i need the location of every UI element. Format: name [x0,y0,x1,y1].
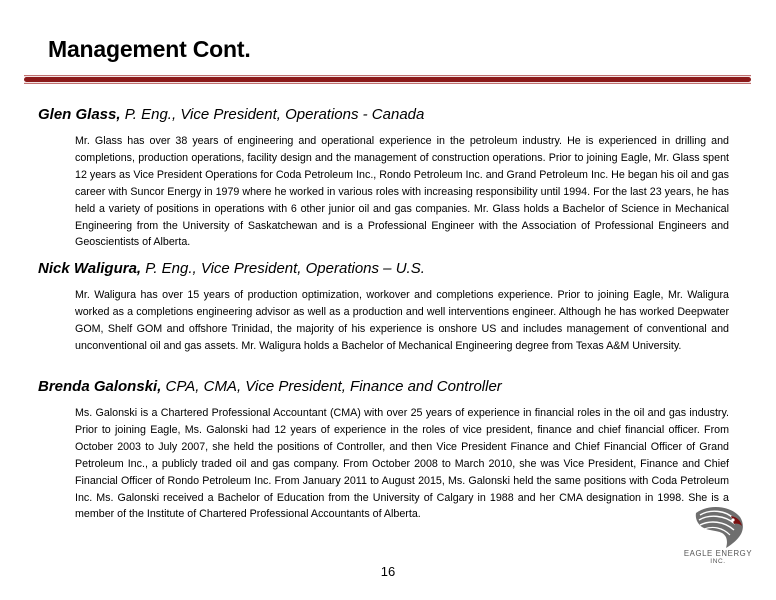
bio-paragraph: Mr. Glass has over 38 years of engineering and operational experience in the petroleum industry. He is experienced in drilling and completions, production operations, facility design and the management of construction operations. Prior to joining Eagle, Mr. Glass spent 12 years as Vice President Operations for Coda Petroleum Inc., Rondo Petroleum Inc. and Grand Petroleum Inc. He began his oil and gas career with Suncor Energy in 1979 where he worked in various roles with increasing responsibility until 1994. For the last 23 years, he has held a variety of positions in operations with 6 other junior oil and gas companies. Mr. Glass holds a Bachelor of Science in Mechanical Engineering from the University of Saskatchewan and is a Professional Engineer with the Association of Professional Engineers and Geoscientists of Alberta. [75,135,729,249]
page-title: Management Cont. [48,36,251,62]
bio-section-brenda-galonski [38,377,738,523]
person-role: P. Eng., Vice President, Operations – U.S. [141,260,425,277]
person-role: P. Eng., Vice President, Operations - Canada [120,106,425,123]
title-divider [24,75,751,84]
bio-paragraph: Ms. Galonski is a Chartered Professional Accountant (CMA) with over 25 years of experience in financial roles in the oil and gas industry. Prior to joining Eagle, Ms. Galonski had 12 years of experience in the roles of vice president, finance and chief financial officer. From October 2003 to July 2007, she held the positions of Controller, and then Vice President Finance and Chief Financial Officer of Grand Petroleum Inc., a publicly traded oil and gas company. From October 2008 to March 2010, she was Vice President, Finance and Chief Financial Officer of Rondo Petroleum Inc. From January 2011 to August 2015, Ms. Galonski held the same positions with Coda Petroleum Inc. Ms. Galonski received a Bachelor of Education from the University of Calgary in 1988 and her CMA designation in 1998. She is a member of the Institute of Chartered Professional Accountants of Alberta. [75,407,729,521]
logo-wordmark: EAGLE ENERGY [683,549,753,558]
bio-section-nick-waligura [38,259,738,355]
company-logo [678,505,758,566]
bio-paragraph: Mr. Waligura has over 15 years of production optimization, workover and completions experience. Prior to joining Eagle, Mr. Waligura worked as a completions engineering advisor as well as a production and well interventions engineer. Although he has worked Deepwater GOM, Shelf GOM and offshore Trinidad, the majority of his experience is onshore US and includes management of conventional and unconventional oil and gas assets. Mr. Waligura holds a Bachelor of Mechanical Engineering degree from Texas A&M University. [75,289,729,352]
person-name: Nick Waligura, [38,260,142,277]
eagle-head-icon [690,505,746,549]
page-number: 16 [380,564,396,579]
bio-heading [38,259,738,279]
bio-heading [38,105,738,125]
person-role: CPA, CMA, Vice President, Finance and Controller [161,378,502,395]
person-name: Glen Glass, [38,106,121,123]
bio-section-glen-glass [38,105,738,251]
person-name: Brenda Galonski, [38,378,162,395]
bio-heading [38,377,738,397]
logo-suffix: INC. [710,558,726,565]
